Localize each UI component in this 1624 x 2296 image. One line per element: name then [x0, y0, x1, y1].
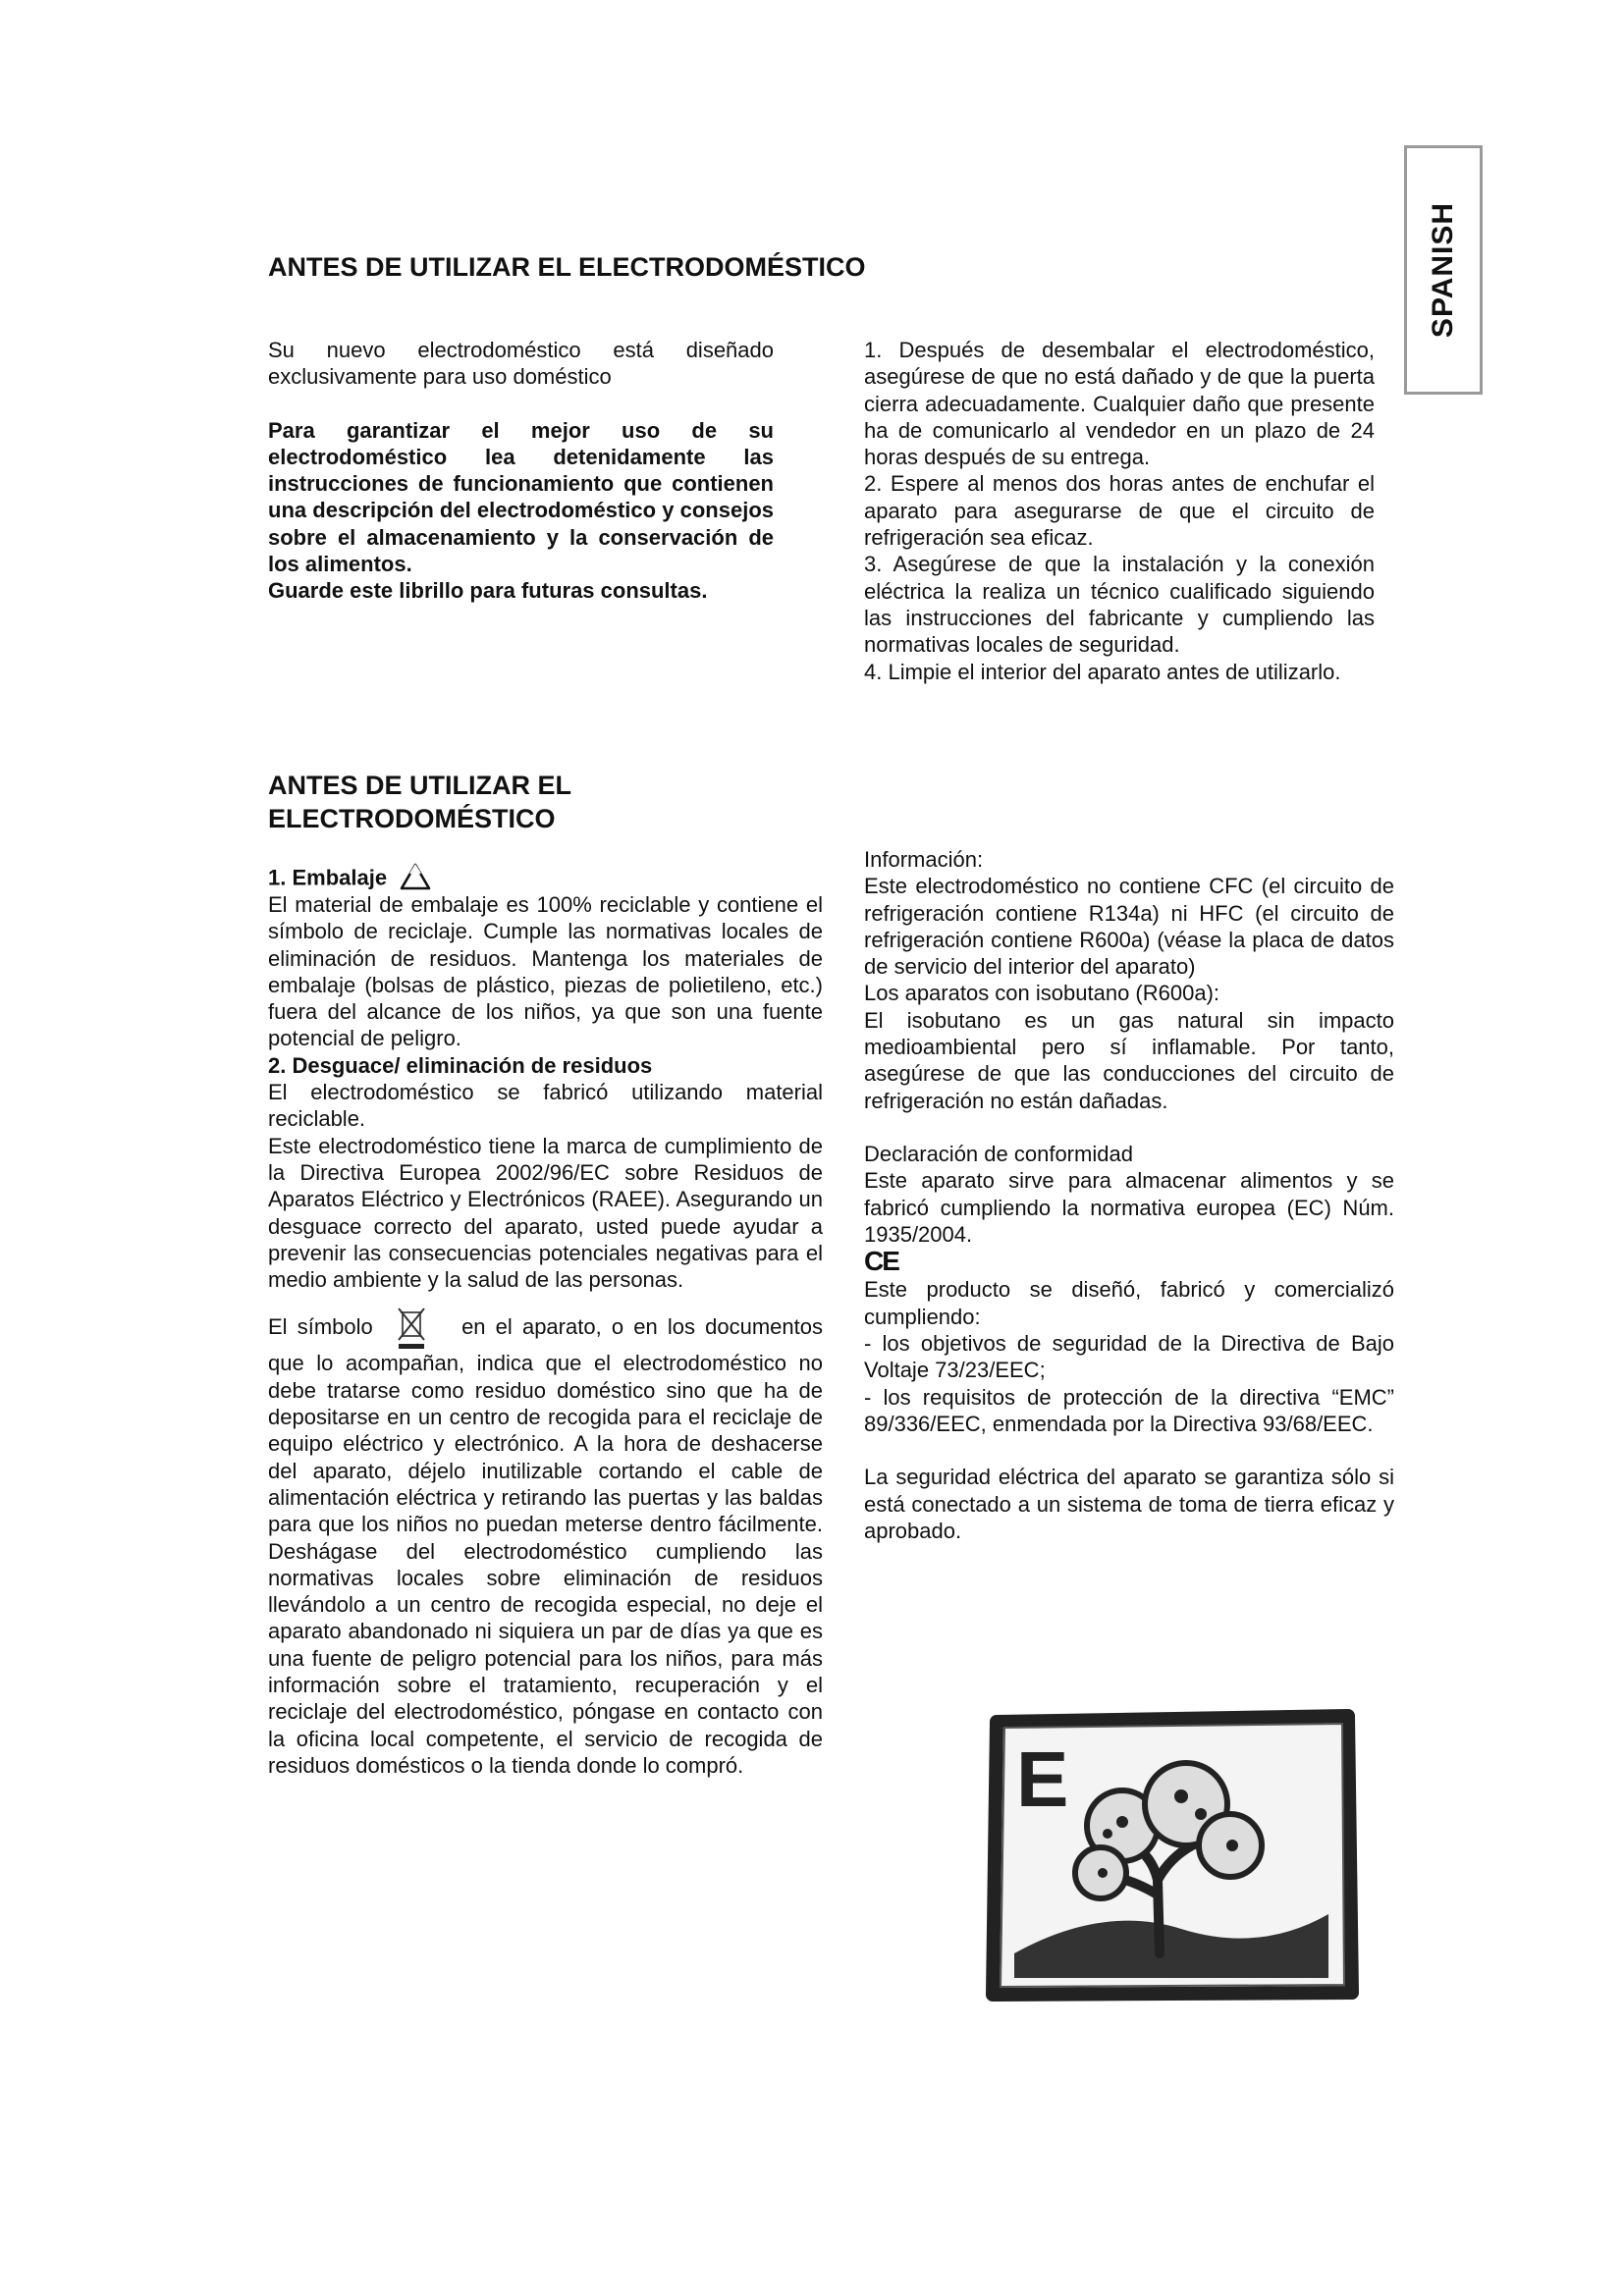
- keep-booklet-notice: Guarde este librillo para futuras consultas.: [268, 578, 708, 604]
- section1-left-column: [268, 337, 774, 605]
- section2-heading: [268, 769, 779, 835]
- section1-steps: [864, 337, 1375, 685]
- embalaje-title: 1. Embalaje: [268, 865, 388, 890]
- desguace-text-1: El electrodoméstico se fabricó utilizando material reciclable.: [268, 1080, 823, 1132]
- isobutano-title: Los aparatos con isobutano (R600a):: [864, 981, 1220, 1006]
- declaracion-text: Este aparato sirve para almacenar alimentos y se fabricó cumpliendo la normativa europea (EC) Núm. 1935/2004.: [864, 1168, 1394, 1247]
- info-title: Información:: [864, 847, 984, 872]
- step-4: 4. Limpie el interior del aparato antes de utilizarlo.: [864, 659, 1341, 684]
- embalaje-text: El material de embalaje es 100% reciclable y contiene el símbolo de reciclaje. Cumple las normativas locales de eliminación de residuos. Mantenga los materiales de embalaje (bolsas de plástico, piezas de polietileno, etc.) fuera del alcance de los niños, ya que son una fuente potencial de peligro.: [268, 892, 823, 1051]
- simbolo-post: en el aparato, o en los documentos que lo acompañan, indica que el electrodoméstico no debe tratarse como residuo doméstico sino que ha de depositarse en un centro de recogida para el reciclaje de equipo eléctrico y electrónico. A la hora de deshacerse del aparato, déjelo inutilizable cortando el cable de alimentación eléctrica y retirando las puertas y las baldas para que los niños no puedan meterse dentro fácilmente. Deshágase del electrodoméstico cumpliendo las normativas locales sobre eliminación de residuos llevándolo a un centro de recogida especial, no deje el aparato abandonado ni siquiera un par de días ya que es una fuente de peligro potencial para los niños, para más información sobre el tratamiento, recuperación y el reciclaje del electrodoméstico, póngase en contacto con la oficina local competente, el servicio de recogida de residuos domésticos o la tienda donde lo compró.: [268, 1314, 823, 1778]
- intro-text: Su nuevo electrodoméstico está diseñado exclusivamente para uso doméstico: [268, 338, 774, 390]
- embalaje-heading: [268, 862, 823, 891]
- producto-text: Este producto se diseñó, fabricó y comercializó cumpliendo:: [864, 1277, 1394, 1329]
- language-tab: [1404, 145, 1483, 395]
- crossed-bin-icon: [395, 1307, 428, 1350]
- eco-tree-logo: [985, 1708, 1360, 2002]
- language-tab-label: SPANISH: [1427, 201, 1459, 339]
- simbolo-paragraph: [268, 1307, 823, 1779]
- step-2: 2. Espere al menos dos horas antes de enchufar el aparato para asegurarse de que el circuito de refrigeración sea eficaz.: [864, 471, 1375, 551]
- section2-heading-line2: ELECTRODOMÉSTICO: [268, 804, 556, 833]
- ce-mark: CE: [864, 1246, 898, 1277]
- step-1: 1. Después de desembalar el electrodoméstico, asegúrese de que no está dañado y de que la puerta cierra adecuadamente. Cualquier daño que presente ha de comunicarlo al vendedor en un plazo de 24 horas después de su entrega.: [864, 338, 1375, 470]
- section2-left-column: [268, 862, 823, 1779]
- desguace-text-2: Este electrodoméstico tiene la marca de cumplimiento de la Directiva Europea 2002/96/EC sobre Residuos de Aparatos Eléctrico y Electrónicos (RAEE). Asegurando un desguace correcto del aparato, usted puede ayudar a prevenir las consecuencias potenciales negativas para el medio ambiente y la salud de las personas.: [268, 1133, 823, 1293]
- section2-heading-line1: ANTES DE UTILIZAR EL: [268, 771, 571, 800]
- seguridad-text: La seguridad eléctrica del aparato se garantiza sólo si está conectado a un sistema de toma de tierra eficaz y aprobado.: [864, 1465, 1394, 1543]
- section2-right-column: [864, 846, 1394, 1544]
- section1-heading: ANTES DE UTILIZAR EL ELECTRODOMÉSTICO: [268, 252, 866, 282]
- info-text: Este electrodoméstico no contiene CFC (el circuito de refrigeración contiene R134a) ni HFC (el circuito de refrigeración contiene R600a) (véase la placa de datos de servicio del interior del aparato): [864, 874, 1394, 980]
- step-3: 3. Asegúrese de que la instalación y la conexión eléctrica la realiza un técnico cualificado siguiendo las instrucciones del fabricante y cumpliendo las normativas locales de seguridad.: [864, 552, 1375, 658]
- svg-text:E: E: [1016, 1735, 1069, 1823]
- important-notice: Para garantizar el mejor uso de su electrodoméstico lea detenidamente las instrucciones de funcionamiento que contienen una descripción del electrodoméstico y consejos sobre el almacenamiento y la conservación de los alimentos.: [268, 417, 774, 577]
- simbolo-pre: El símbolo: [268, 1314, 373, 1340]
- declaracion-title: Declaración de conformidad: [864, 1141, 1133, 1166]
- desguace-title: 2. Desguace/ eliminación de residuos: [268, 1052, 653, 1078]
- ce-mark-row: [864, 1248, 1394, 1276]
- directive-bullet-1: - los objetivos de seguridad de la Directiva de Bajo Voltaje 73/23/EEC;: [864, 1331, 1394, 1383]
- directive-bullet-2: - los requisitos de protección de la directiva “EMC” 89/336/EEC, enmendada por la Directiva 93/68/EEC.: [864, 1384, 1394, 1436]
- recycle-icon: [399, 862, 432, 891]
- isobutano-text: El isobutano es un gas natural sin impacto medioambiental pero sí inflamable. Por tanto, asegúrese de que las conducciones del circuito de refrigeración no están dañadas.: [864, 1007, 1394, 1113]
